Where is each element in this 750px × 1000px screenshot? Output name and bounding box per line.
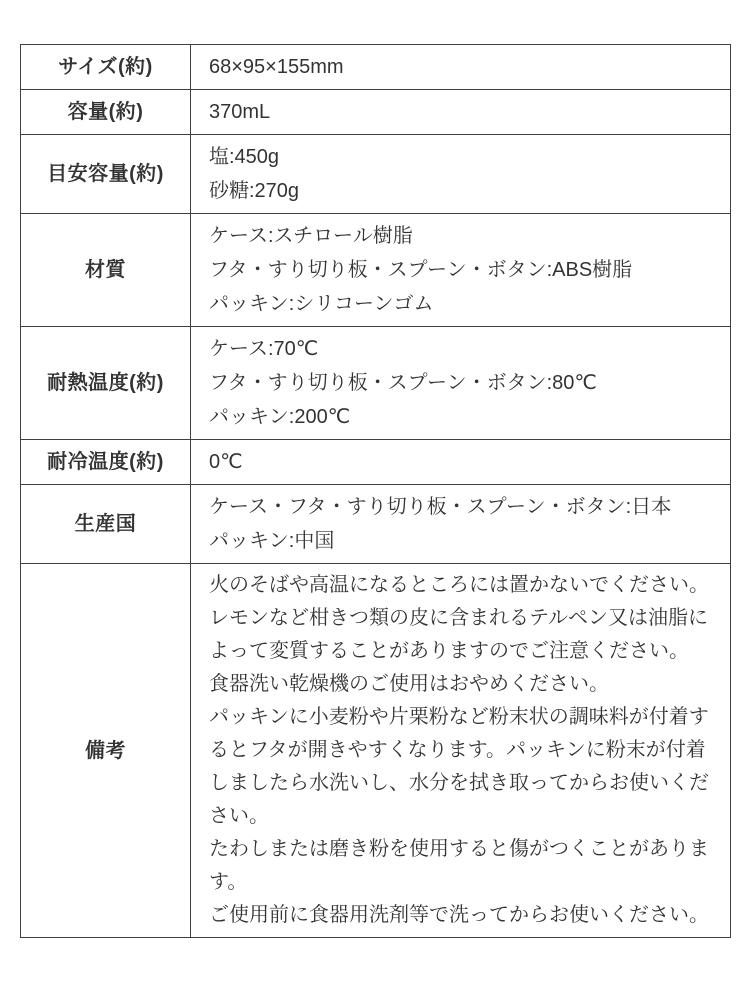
spec-value-size-line: 68×95×155mm [209,56,344,78]
spec-value-cold-line: 0℃ [209,451,243,473]
spec-value-heat-line-lid: フタ・すり切り板・スプーン・ボタン:80℃ [209,372,597,394]
spec-label-size: サイズ(約) [21,45,191,90]
spec-remark-citrus: レモンなど柑きつ類の皮に含まれるテルペン又は油脂によって変質することがありますのでご注意ください。 [209,607,708,662]
spec-row-guide-capacity [21,135,731,214]
product-spec-table [20,44,731,938]
spec-remark-powder: パッキンに小麦粉や片栗粉など粉末状の調味料が付着するとフタが開きやすくなります。パッキンに粉末が付着しましたら水洗いし、水分を拭き取ってからお使いください。 [209,706,709,827]
spec-remark-wash-before-use: ご使用前に食器用洗剤等で洗ってからお使いください。 [209,904,709,926]
spec-row-country [21,485,731,564]
spec-row-remarks [21,564,731,938]
spec-value-material-line-case: ケース:スチロール樹脂 [209,225,413,247]
spec-value-size [191,45,731,90]
spec-value-guide-capacity-line-sugar: 砂糖:270g [209,180,300,202]
spec-row-material [21,214,731,327]
spec-label-cold-resistance: 耐冷温度(約) [21,440,191,485]
spec-value-material-line-packing: パッキン:シリコーンゴム [209,293,434,315]
spec-label-heat-resistance: 耐熱温度(約) [21,327,191,440]
spec-value-material-line-lid: フタ・すり切り板・スプーン・ボタン:ABS樹脂 [209,259,633,281]
spec-value-material [191,214,731,327]
spec-value-heat-resistance [191,327,731,440]
spec-row-cold-resistance [21,440,731,485]
spec-remark-scrub: たわしまたは磨き粉を使用すると傷がつくことがあります。 [209,838,709,893]
spec-row-capacity [21,90,731,135]
spec-label-guide-capacity: 目安容量(約) [21,135,191,214]
spec-label-country: 生産国 [21,485,191,564]
spec-value-heat-line-case: ケース:70℃ [209,338,319,360]
spec-value-capacity [191,90,731,135]
spec-value-remarks [191,564,731,938]
spec-row-size [21,45,731,90]
spec-value-guide-capacity-line-salt: 塩:450g [209,146,280,168]
spec-label-capacity: 容量(約) [21,90,191,135]
spec-value-heat-line-packing: パッキン:200℃ [209,406,351,428]
spec-value-guide-capacity [191,135,731,214]
spec-remark-fire: 火のそばや高温になるところには置かないでください。 [209,574,709,596]
spec-remark-dishwasher: 食器洗い乾燥機のご使用はおやめください。 [209,673,609,695]
spec-value-country [191,485,731,564]
spec-row-heat-resistance [21,327,731,440]
spec-value-capacity-line: 370mL [209,101,271,123]
spec-label-material: 材質 [21,214,191,327]
spec-value-cold-resistance [191,440,731,485]
spec-value-country-line-china: パッキン:中国 [209,530,335,552]
spec-value-country-line-japan: ケース・フタ・すり切り板・スプーン・ボタン:日本 [209,496,672,518]
spec-label-remarks: 備考 [21,564,191,938]
